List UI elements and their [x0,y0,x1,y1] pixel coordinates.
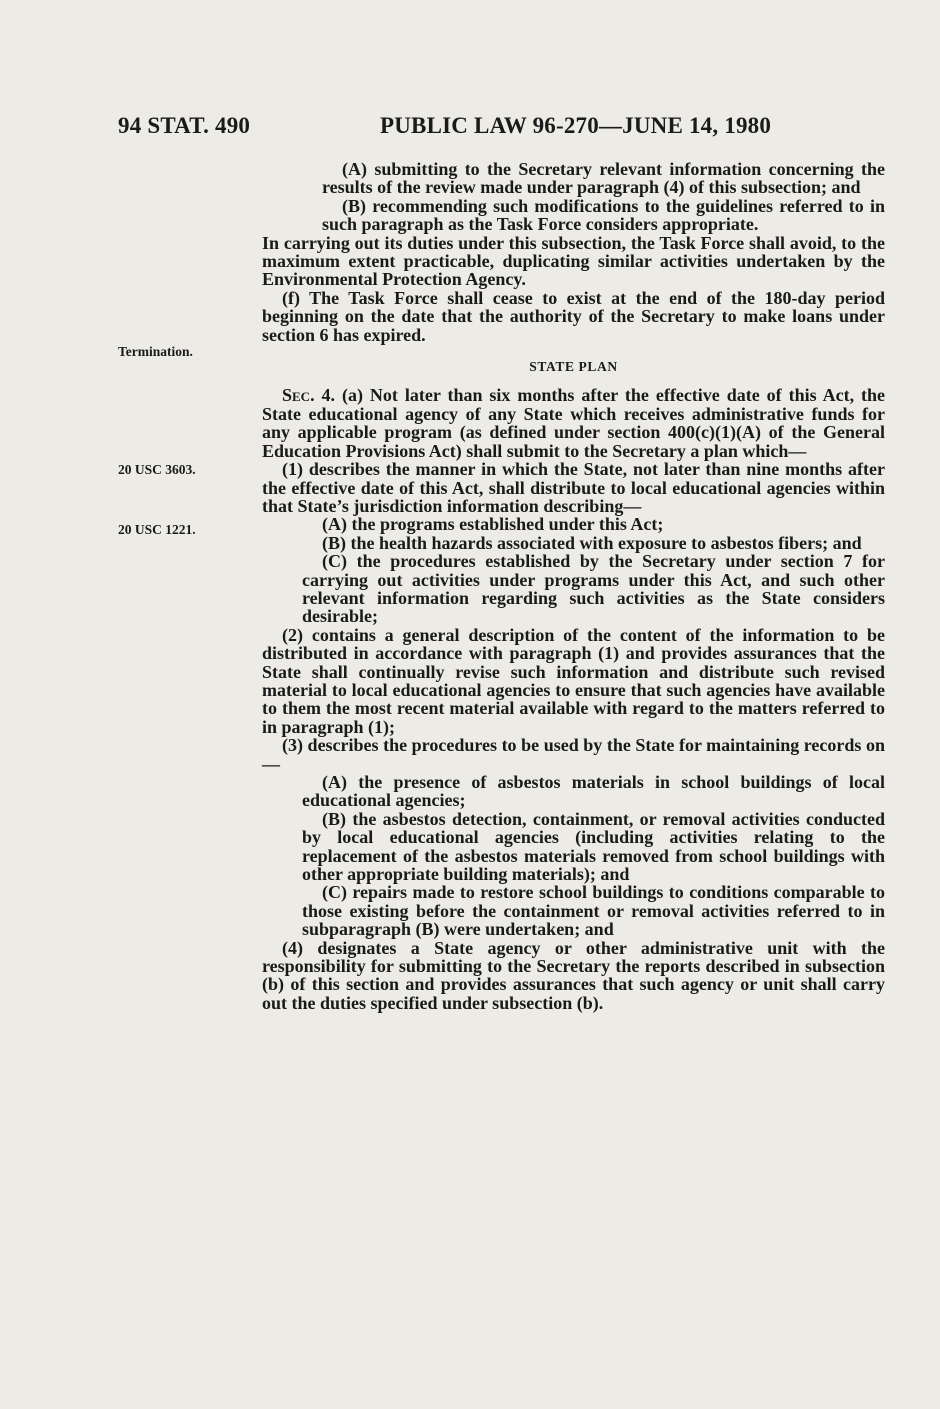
margin-note-termination: Termination. [118,344,193,359]
item-2: (2) contains a general description of the content of the information to be distributed in accordance with paragraph (1) and provides assurances that the State shall continually revise such information and distribute such revised material to local educational agencies to ensure that such agencies have available to them the most recent material available with regard to the matters referred to in paragraph (1); [262,624,885,737]
section-label: Sec. 4. [282,385,336,406]
section-4-a [262,386,885,460]
paragraph-b: (B) recommending such modifications to the guidelines referred to in such paragraph as the Task Force considers appropriate. [322,195,885,235]
item-1-c: (C) the procedures established by the Secretary under section 7 for carrying out activities under programs under this Act, and such other relevant information regarding such activities as the State considers desirable; [302,551,885,627]
item-1: (1) describes the manner in which the State, not later than nine months after the effective date of this Act, shall distribute to local educational agencies within that State’s jurisdiction information describing— [262,459,885,516]
section-4-a-text: (a) Not later than six months after the effective date of this Act, the State educational agency of any State which receives administrative funds for any applicable program (as defined under section 400(c)(1)(A) of the General Education Provisions Act) shall submit to the Secretary a plan which— [262,385,886,461]
paragraph-carrying-out: In carrying out its duties under this subsection, the Task Force shall avoid, to the maximum extent practicable, duplicating similar activities undertaken by the Environmental Protection Agency. [262,232,885,290]
section-heading-state-plan: STATE PLAN [529,359,618,375]
item-1-b: (B) the health hazards associated with exposure to asbestos fibers; and [322,532,862,553]
public-law-title: PUBLIC LAW 96-270—JUNE 14, 1980 [380,113,772,138]
paragraph-f: (f) The Task Force shall cease to exist at the end of the 180-day period beginning on the date that the authority of the Secretary to make loans under section 6 has expired. [262,287,885,345]
body-text [262,160,885,1012]
item-3-c: (C) repairs made to restore school buildings to conditions comparable to those existing before the containment or removal activities referred to in subparagraph (B) were undertaken; and [302,882,885,940]
margin-note-usc-3603: 20 USC 3603. [118,462,196,477]
statute-page-number: 94 STAT. 490 [118,113,251,138]
item-4: (4) designates a State agency or other administrative unit with the responsibility for submitting to the Secretary the reports described in subsection (b) of this section and provides assurances that such agency or unit shall carry out the duties specified under subsection (b). [262,937,885,1013]
item-3: (3) describes the procedures to be used by the State for maintaining records on— [262,735,885,774]
paragraph-a: (A) submitting to the Secretary relevant information concerning the results of the review made under paragraph (4) of this subsection; and [322,159,885,198]
item-3-a: (A) the presence of asbestos materials in school buildings of local educational agencies; [302,772,885,811]
item-1-a: (A) the programs established under this Act; [322,514,664,535]
margin-note-usc-1221: 20 USC 1221. [118,522,196,537]
item-3-b: (B) the asbestos detection, containment, or removal activities conducted by local educational agencies (including activities relating to the replacement of the asbestos materials removed from school buildings with other appropriate building materials); and [302,808,885,885]
